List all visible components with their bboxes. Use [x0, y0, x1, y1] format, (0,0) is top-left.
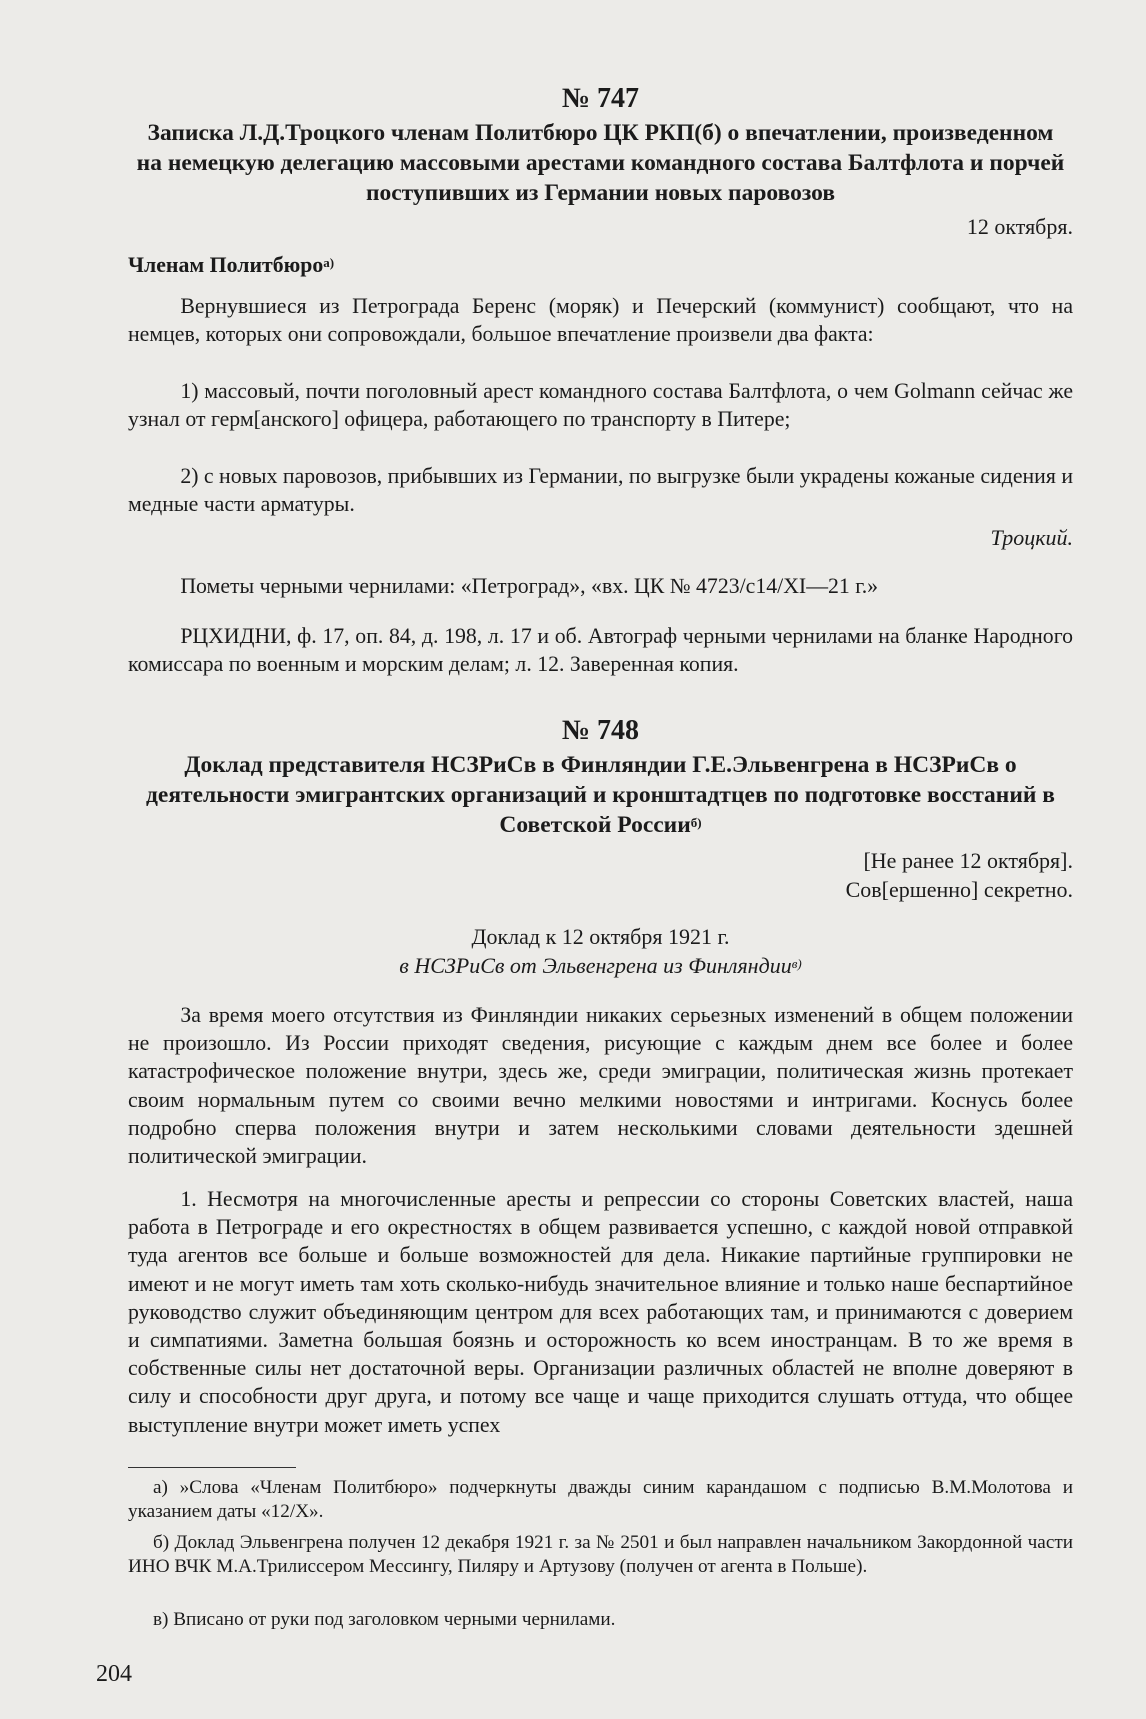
doc-747-paragraph-1: Вернувшиеся из Петрограда Беренс (моряк) и Печерский (коммунист) сообщают, что на немцев, которых они сопровождали, большое впечатление произвели два факта: [128, 294, 1073, 347]
footnote-v [128, 1608, 1073, 1632]
doc-747-addressee [128, 251, 1073, 279]
doc-748-title-text: Доклад представителя НСЗРиСв в Финляндии Г.Е.Эльвенгрена в НСЗРиСв о деятельности эмигрантских организаций и кронштадтцев по подготовке восстаний в Советской России [146, 752, 1055, 838]
addressee-text: Членам Политбюро [128, 253, 324, 277]
footnote-a [128, 1476, 1073, 1524]
doc-747-title: Записка Л.Д.Троцкого членам Политбюро ЦК РКП(б) о впечатлении, произведенном на немецкую делегацию массовыми арестами командного состава Балтфлота и порчей поступивших из Германии новых паровозов [136, 120, 1065, 206]
footnote-ref-a: а) [323, 255, 335, 270]
doc-748-paragraph-2: 1. Несмотря на многочисленные аресты и репрессии со стороны Советских властей, наша работа в Петрограде и его окрестностях в общем развивается успешно, с каждой новой отправкой туда агентов все больше и больше возможностей для дела. Никакие партийные группировки не имеют и не могут иметь там хоть сколько-нибудь значительное влияние и только наше беспартийное руководство служит объединяющим центром для всех работающих там, и принимаются с доверием и симпатиями. Заметна большая боязнь и осторожность ко всем иностранцам. В то же время в собственные силы нет достаточной веры. Организации различных областей не вполне доверяют в силу и способности друг друга, и потому все чаще и чаще приходится слушать оттуда, что общее выступление внутри может иметь успех [128, 1187, 1073, 1437]
doc-747-source: РЦХИДНИ, ф. 17, оп. 84, д. 198, л. 17 и об. Автограф черными чернилами на бланке Народного комиссара по военным и морским делам; л. 12. Заверенная копия. [128, 624, 1073, 677]
footnote-b [128, 1531, 1073, 1579]
doc-748-title [128, 750, 1073, 840]
doc-747-paragraph-2: 1) массовый, почти поголовный арест командного состава Балтфлота, о чем Golmann сейчас же узнал от герм[анского] офицера, работающего по транспорту в Питере; [128, 379, 1073, 432]
doc-747-number: № 747 [561, 83, 640, 114]
doc-748-date: [Не ранее 12 октября]. [863, 848, 1073, 873]
doc-747-paragraph-3: 2) с новых паровозов, прибывших из Германии, по выгрузке были украдены кожаные сидения и медные части арматуры. [128, 464, 1073, 517]
footnote-mark: в) [152, 1609, 169, 1630]
footnote-mark: б) [152, 1532, 170, 1553]
doc-747-signature: Троцкий. [990, 525, 1073, 550]
page-number: 204 [96, 1661, 132, 1687]
text-column [128, 0, 1073, 1719]
footnote-ref-b: б) [690, 815, 702, 830]
footnote-mark: а) [152, 1477, 168, 1498]
report-subline-text: в НСЗРиСв от Эльвенгрена из Финляндии [399, 953, 792, 978]
doc-748-report-subline [128, 952, 1073, 980]
footnote-text: Доклад Эльвенгрена получен 12 декабря 1921 г. за № 2501 и был направлен начальником Закордонной части ИНО ВЧК М.А.Трилиссером Мессингу, Пиляру и Артузову (получен от агента в Польше). [128, 1532, 1073, 1577]
doc-748-paragraph-1: За время моего отсутствия из Финляндии никаких серьезных изменений в общем положении не произошло. Из России приходят сведения, рисующие с каждым днем все более и более катастрофическое положение внутри, здесь же, среди эмиграции, политическая жизнь протекает своим нормальным путем со своими вечно мелкими новостями и интригами. Коснусь более подробно сперва положения внутри и затем несколькими словами деятельности здешней политической эмиграции. [128, 1003, 1073, 1169]
doc-748-number: № 748 [561, 715, 640, 746]
footnote-rule [128, 1467, 296, 1468]
footnote-text: »Слова «Членам Политбюро» подчеркнуты дважды синим карандашом с подписью В.М.Молотова и указанием даты «12/Х». [128, 1477, 1073, 1522]
doc-747-marks: Пометы черными чернилами: «Петроград», «вх. ЦК № 4723/с14/XI—21 г.» [180, 574, 879, 598]
doc-748-secrecy: Сов[ершенно] секретно. [845, 877, 1073, 902]
footnote-text: Вписано от руки под заголовком черными чернилами. [173, 1609, 616, 1630]
doc-747-date: 12 октября. [966, 214, 1073, 239]
doc-748-report-line: Доклад к 12 октября 1921 г. [471, 924, 730, 949]
footnote-ref-v: в) [791, 956, 802, 971]
